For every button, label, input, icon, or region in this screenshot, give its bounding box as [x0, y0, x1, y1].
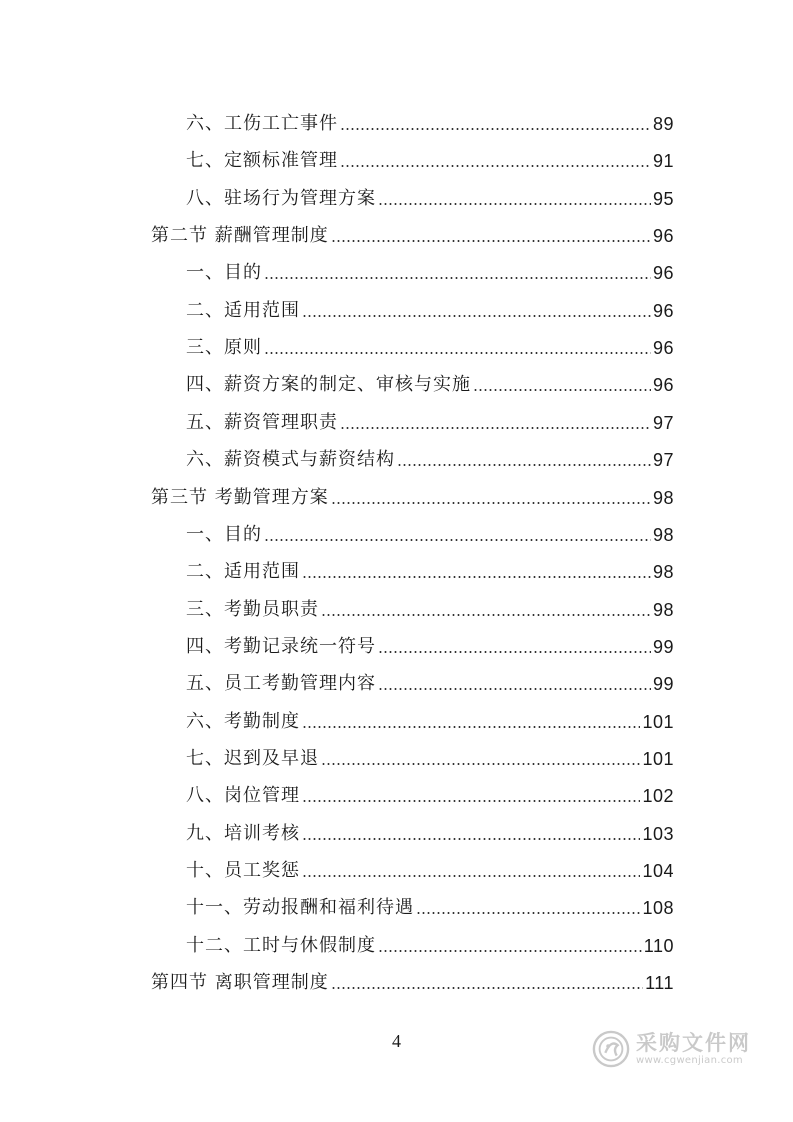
toc-dot-leader: [378, 687, 651, 691]
toc-entry[interactable]: [186, 705, 674, 733]
toc-entry[interactable]: [186, 593, 674, 621]
toc-entry-page: 96: [652, 375, 674, 396]
toc-dot-leader: [302, 314, 651, 318]
toc-entry-label: 八、驻场行为管理方案: [186, 187, 376, 209]
toc-entry[interactable]: [186, 256, 674, 284]
toc-entry[interactable]: [186, 891, 674, 919]
toc-dot-leader: [321, 613, 651, 617]
toc-entry[interactable]: [186, 107, 674, 135]
toc-entry-label: 十一、劳动报酬和福利待遇: [186, 897, 414, 919]
toc-dot-leader: [340, 426, 651, 430]
toc-entry-label: 一、目的: [186, 523, 262, 545]
toc-entry-page: 98: [652, 562, 674, 583]
toc-entry-page: 101: [642, 748, 674, 769]
toc-dot-leader: [473, 388, 651, 392]
toc-entry-label: 六、工伤工亡事件: [186, 113, 338, 134]
toc-dot-leader: [302, 799, 640, 803]
toc-entry[interactable]: [186, 854, 674, 882]
toc-entry[interactable]: [186, 929, 674, 957]
toc-entry-page: 89: [652, 114, 674, 134]
toc-dot-leader: [302, 874, 640, 878]
toc-entry-label: 六、考勤制度: [186, 710, 300, 732]
toc-dot-leader: [264, 351, 651, 355]
toc-dot-leader: [340, 127, 651, 131]
toc-dot-leader: [321, 762, 640, 766]
toc-dot-leader: [302, 575, 651, 579]
toc-entry-page: 99: [652, 636, 674, 657]
toc-entry[interactable]: [186, 742, 674, 770]
toc-entry-label: 六、薪资模式与薪资结构: [186, 449, 395, 471]
toc-dot-leader: [331, 239, 651, 243]
toc-dot-leader: [264, 538, 651, 542]
toc-entry-page: 110: [643, 935, 674, 956]
toc-entry-label: 十二、工时与休假制度: [186, 934, 376, 956]
toc-entry[interactable]: [186, 294, 674, 322]
toc-entry-page: 98: [652, 599, 674, 620]
toc-entry-label: 八、岗位管理: [186, 785, 300, 807]
toc-section-entry[interactable]: [151, 966, 674, 994]
toc-entry[interactable]: [186, 555, 674, 583]
toc-entry-label: 七、迟到及早退: [186, 747, 319, 769]
toc-entry-label: 二、适用范围: [186, 561, 300, 583]
toc-entry[interactable]: [186, 368, 674, 396]
toc-entry[interactable]: [186, 406, 674, 434]
toc-entry-label: 七、定额标准管理: [186, 150, 338, 172]
page-number: 4: [392, 1031, 401, 1051]
toc-entry[interactable]: [186, 630, 674, 658]
toc-section-entry[interactable]: [151, 219, 674, 247]
toc-entry-label: 九、培训考核: [186, 822, 300, 844]
toc-entry-page: 97: [652, 450, 674, 471]
toc-entry[interactable]: [186, 331, 674, 359]
toc-dot-leader: [340, 164, 651, 168]
toc-dot-leader: [331, 986, 643, 990]
toc-entry-page: 101: [642, 711, 674, 732]
toc-entry-label: 三、原则: [186, 337, 262, 359]
toc-entry-page: 108: [642, 898, 674, 919]
toc-entry-label: 一、目的: [186, 262, 262, 284]
toc-entry-label: 四、薪资方案的制定、审核与实施: [186, 374, 471, 396]
toc-entry-page: 98: [652, 487, 674, 508]
toc-entry-page: 99: [652, 674, 674, 695]
toc-dot-leader: [416, 911, 640, 915]
toc-entry-label: 第四节 离职管理制度: [151, 972, 329, 994]
toc-entry-label: 第二节 薪酬管理制度: [151, 225, 329, 247]
toc-dot-leader: [302, 725, 640, 729]
toc-entry[interactable]: [186, 518, 674, 546]
toc-dot-leader: [331, 501, 651, 505]
toc-dot-leader: [302, 837, 640, 841]
toc-entry-label: 四、考勤记录统一符号: [186, 635, 376, 657]
toc-entry-page: 96: [652, 300, 674, 321]
watermark-url: www.cgwenjian.com: [636, 1055, 743, 1066]
toc-entry-label: 五、员工考勤管理内容: [186, 673, 376, 695]
toc-dot-leader: [397, 463, 651, 467]
toc-entry[interactable]: [186, 182, 674, 210]
toc-entry[interactable]: [186, 144, 674, 172]
watermark: [592, 1024, 767, 1074]
watermark-title: 采购文件网: [636, 1031, 751, 1055]
toc-dot-leader: [378, 202, 651, 206]
toc-entry-label: 五、薪资管理职责: [186, 411, 338, 433]
toc-dot-leader: [378, 650, 651, 654]
toc-entry[interactable]: [186, 817, 674, 845]
toc-entry[interactable]: [186, 667, 674, 695]
toc-dot-leader: [264, 276, 651, 280]
toc-entry-page: 103: [642, 823, 674, 844]
toc-entry-page: 111: [645, 973, 674, 994]
toc-dot-leader: [378, 949, 642, 953]
toc-entry-label: 第三节 考勤管理方案: [151, 486, 329, 508]
toc-section-entry[interactable]: [151, 481, 674, 509]
toc-entry[interactable]: [186, 779, 674, 807]
toc-entry-page: 96: [652, 263, 674, 284]
toc-entry-page: 95: [652, 188, 674, 209]
toc-entry-page: 96: [652, 226, 674, 247]
toc-entry[interactable]: [186, 443, 674, 471]
cgwenjian-logo-icon: [592, 1030, 630, 1068]
toc-entry-label: 二、适用范围: [186, 299, 300, 321]
toc-entry-page: 98: [652, 524, 674, 545]
toc-entry-page: 104: [642, 861, 674, 881]
toc-entry-label: 十、员工奖惩: [186, 860, 300, 881]
toc-entry-page: 91: [652, 151, 674, 172]
toc-entry-page: 97: [652, 412, 674, 433]
toc-entry-page: 96: [652, 338, 674, 359]
toc-entry-page: 102: [642, 786, 674, 807]
toc-entry-label: 三、考勤员职责: [186, 598, 319, 620]
